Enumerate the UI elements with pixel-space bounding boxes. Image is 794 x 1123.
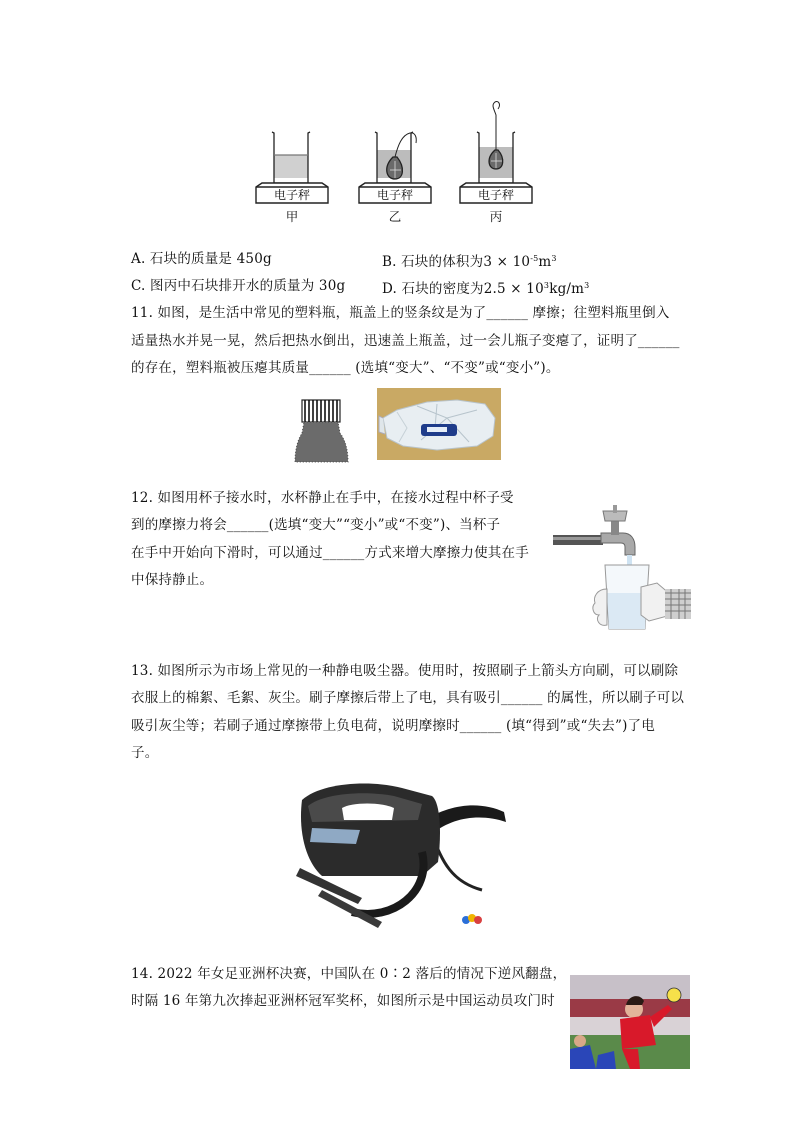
q12-line-2: 到的摩擦力将会______(选填“变大”“变小”或“不变”)、当杯子 — [131, 517, 501, 533]
option-b-text: B. 石块的体积为 — [382, 254, 484, 270]
option-d-exp: 3 — [543, 281, 550, 290]
option-d-value: 2.5 × 10 — [483, 281, 544, 297]
scale-label: 电子秤 — [376, 188, 413, 202]
q12-line-4: 中保持静止。 — [131, 572, 214, 588]
beaker-bing — [477, 102, 515, 183]
option-d-text: D. 石块的密度为 — [382, 281, 484, 297]
q11-line-1: 11. 如图，是生活中常见的塑料瓶，瓶盖上的竖条纹是为了______ 摩擦；往塑料瓶里倒入 — [131, 305, 670, 321]
beaker-drawing — [250, 95, 550, 225]
figure-label-jia: 甲 — [285, 209, 299, 224]
q13-line-2: 衣服上的棉絮、毛絮、灰尘。刷子摩擦后带上了电，具有吸引______ 的属性，所以刷子可以 — [131, 690, 685, 706]
q14-line-1: 14. 2022 年女足亚洲杯决赛，中国队在 0∶2 落后的情况下逆风翻盘， — [131, 966, 567, 982]
option-b — [382, 249, 557, 272]
option-b-value: 3 × 10 — [483, 254, 531, 270]
figure-label-bing: 丙 — [489, 209, 503, 224]
option-d-unit: kg/m — [549, 281, 585, 297]
option-b-unit-exp: 3 — [551, 254, 557, 263]
q13-line-1: 13. 如图所示为市场上常见的一种静电吸尘器。使用时，按照刷子上箭头方向刷，可以刷除 — [131, 663, 679, 679]
beaker-yi — [375, 132, 416, 183]
option-a: A. 石块的质量是 450g — [131, 251, 272, 267]
q11-line-3: 的存在，塑料瓶被压瘪其质量______ (选填“变大”、“不变”或“变小”)。 — [131, 360, 560, 376]
vacuum-cleaner-image — [282, 772, 517, 932]
option-b-unit: m — [538, 254, 552, 270]
q13-line-3: 吸引灰尘等；若刷子通过摩擦带上负电荷，说明摩擦时______ (填“得到”或“失去”)了电 — [131, 718, 655, 734]
q12-line-3: 在手中开始向下滑时，可以通过______方式来增大摩擦力使其在手 — [131, 545, 529, 561]
scale-label: 电子秤 — [273, 188, 310, 202]
bottle-cap-image — [294, 397, 349, 463]
option-d-unit-exp: 3 — [584, 281, 590, 290]
football-photo — [570, 975, 690, 1069]
q13-line-4: 子。 — [131, 745, 159, 761]
q14-line-2: 时隔 16 年第九次捧起亚洲杯冠军奖杯，如图所示是中国运动员攻门时 — [131, 993, 555, 1009]
q12-line-1: 12. 如图用杯子接水时，水杯静止在手中，在接水过程中杯子受 — [131, 490, 514, 506]
faucet-cup-image — [553, 497, 691, 637]
option-d — [382, 276, 589, 299]
option-b-exp: -5 — [530, 254, 539, 263]
beaker-figure — [250, 95, 550, 225]
q11-line-2: 适量热水并晃一晃，然后把热水倒出，迅速盖上瓶盖，过一会儿瓶子变瘪了，证明了______ — [131, 333, 680, 349]
figure-label-yi: 乙 — [388, 209, 402, 224]
beaker-jia — [272, 132, 310, 183]
option-c: C. 图丙中石块排开水的质量为 30g — [131, 278, 346, 294]
scale-label: 电子秤 — [477, 188, 514, 202]
crushed-bottle-photo — [377, 388, 501, 460]
